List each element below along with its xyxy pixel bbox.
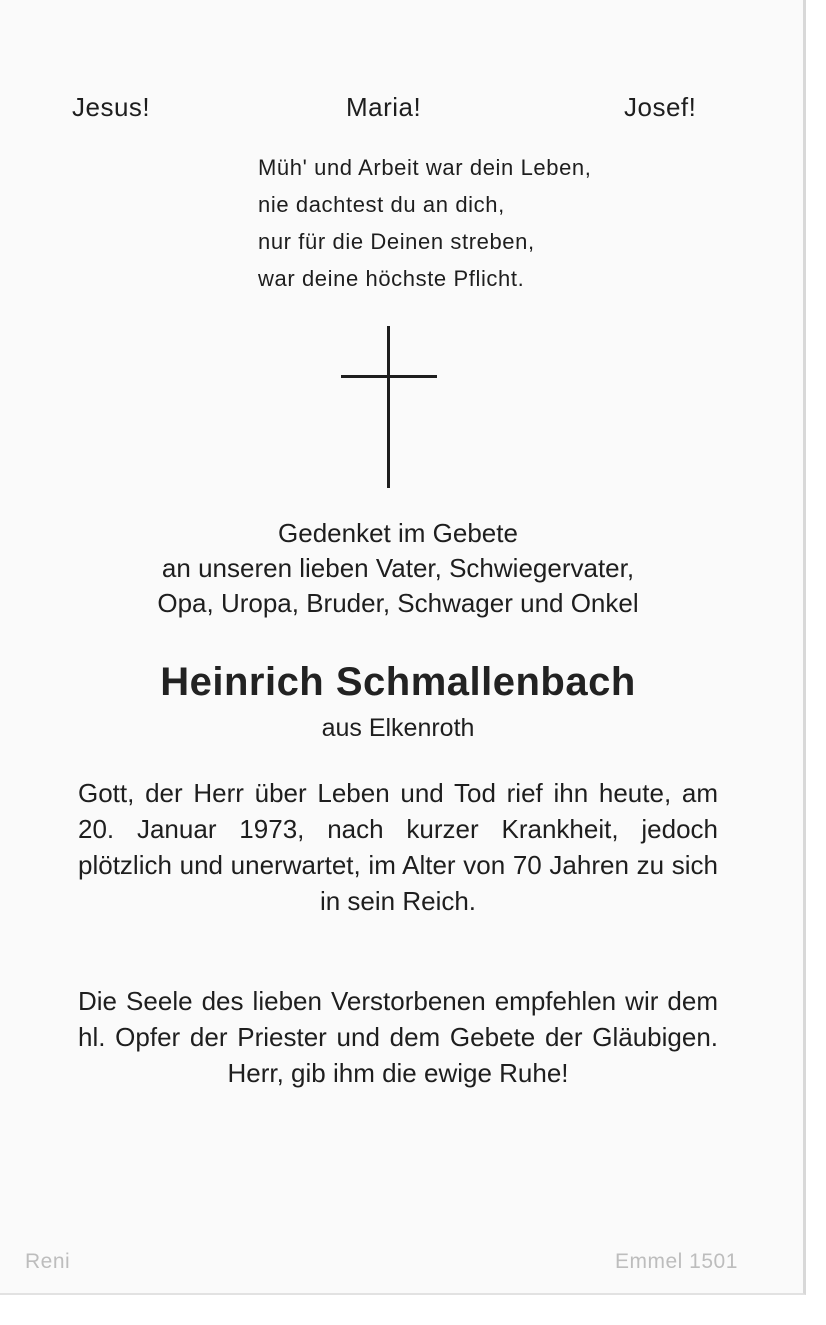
- invocation-jesus: Jesus!: [72, 92, 151, 122]
- publisher-number: Emmel 1501: [615, 1250, 738, 1273]
- intro-line: an unseren lieben Vater, Schwiegervater,: [161, 553, 635, 583]
- intro-line: Gedenket im Gebete: [278, 518, 518, 548]
- prayer-request: Die Seele des lieben Verstorbenen empfehlen wir dem hl. Opfer der Priester und dem Gebete der Gläubigen. Herr, gib ihm die ewige Ruhe!: [78, 986, 718, 1088]
- invocation-maria: Maria!: [346, 92, 422, 122]
- artist-credit: Reni: [25, 1250, 71, 1273]
- intro-line: Opa, Uropa, Bruder, Schwager und Onkel: [157, 588, 639, 618]
- latin-cross-icon: [341, 326, 437, 490]
- invocation-josef: Josef!: [624, 92, 697, 122]
- death-announcement: Gott, der Herr über Leben und Tod rief ihn heute, am 20. Januar 1973, nach kurzer Krankheit, jedoch plötzlich und unerwartet, im Alter von 70 Jahren zu sich in sein Reich.: [78, 778, 718, 916]
- poem: [258, 149, 591, 297]
- deceased-origin: aus Elkenroth: [321, 714, 475, 742]
- poem-line: war deine höchste Pflicht.: [258, 266, 525, 291]
- deceased-name: Heinrich Schmallenbach: [160, 660, 636, 704]
- poem-line: Müh' und Arbeit war dein Leben,: [258, 155, 592, 180]
- poem-line: nie dachtest du an dich,: [258, 192, 505, 217]
- remembrance-intro: [60, 516, 736, 621]
- poem-line: nur für die Deinen streben,: [258, 229, 535, 254]
